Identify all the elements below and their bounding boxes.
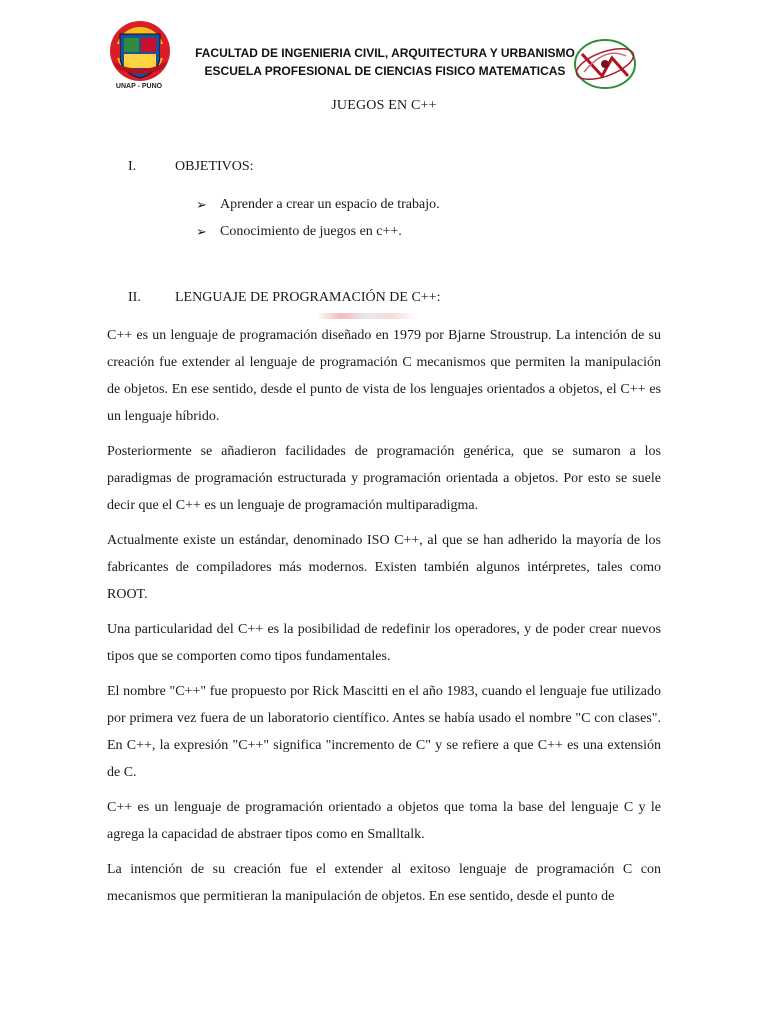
paragraph: Una particularidad del C++ es la posibilidad de redefinir los operadores, y de poder crear nuevos tipos que se comporten como tipos fundamentales. <box>107 622 661 664</box>
document-title: JUEGOS EN C++ <box>331 98 437 113</box>
arrow-bullet-icon: ➢ <box>196 197 207 212</box>
paragraph: La intención de su creación fue el extender al exitoso lenguaje de programación C con mecanismos que permitieran la manipulación de objetos. En ese sentido, desde el punto de <box>107 862 661 904</box>
list-item <box>196 196 440 223</box>
school-name: ESCUELA PROFESIONAL DE CIENCIAS FISICO MATEMATICAS <box>204 64 566 78</box>
section-number: I. <box>128 159 137 174</box>
scan-artifact <box>316 313 416 319</box>
section-number: II. <box>128 290 141 305</box>
paragraph: Posteriormente se añadieron facilidades de programación genérica, que se sumaron a los paradigmas de programación estructurada y programación orientada a objetos. Por esto se suele decir que el C++ es un lenguaje de programación multiparadigma. <box>107 444 661 513</box>
university-caption: UNAP - PUNO <box>115 83 163 90</box>
arrow-bullet-icon: ➢ <box>196 224 207 239</box>
list-item-text: Aprender a crear un espacio de trabajo. <box>220 197 440 212</box>
body-text <box>107 322 661 918</box>
faculty-name: FACULTAD DE INGENIERIA CIVIL, ARQUITECTURA Y URBANISMO <box>195 46 575 60</box>
list-item <box>196 223 440 250</box>
objectives-list <box>196 196 440 250</box>
paragraph: C++ es un lenguaje de programación diseñado en 1979 por Bjarne Stroustrup. La intención de su creación fue extender al lenguaje de programación C mecanismos que permiten la manipulación de objetos. En ese sentido, desde el punto de vista de los lenguajes orientados a objetos, el C++ es un lenguaje híbrido. <box>107 328 661 424</box>
header-title <box>190 44 580 80</box>
paragraph: El nombre "C++" fue propuesto por Rick Mascitti en el año 1983, cuando el lenguaje fue utilizado por primera vez fuera de un laboratorio científico. Antes se había usado el nombre "C con clases". En C++, la expresión "C++" significa "incremento de C" y se refiere a que C++ es una extensión de C. <box>107 684 661 780</box>
paragraph: Actualmente existe un estándar, denominado ISO C++, al que se han adherido la mayoría de los fabricantes de compiladores más modernos. Existen también algunos intérpretes, tales como ROOT. <box>107 533 661 602</box>
section-title: OBJETIVOS: <box>175 159 254 174</box>
paragraph: C++ es un lenguaje de programación orientado a objetos que toma la base del lenguaje C y le agrega la capacidad de abstraer tipos como en Smalltalk. <box>107 800 661 842</box>
faculty-emblem-icon <box>572 36 638 92</box>
list-item-text: Conocimiento de juegos en c++. <box>220 224 402 239</box>
section-title: LENGUAJE DE PROGRAMACIÓN DE C++: <box>175 290 441 305</box>
